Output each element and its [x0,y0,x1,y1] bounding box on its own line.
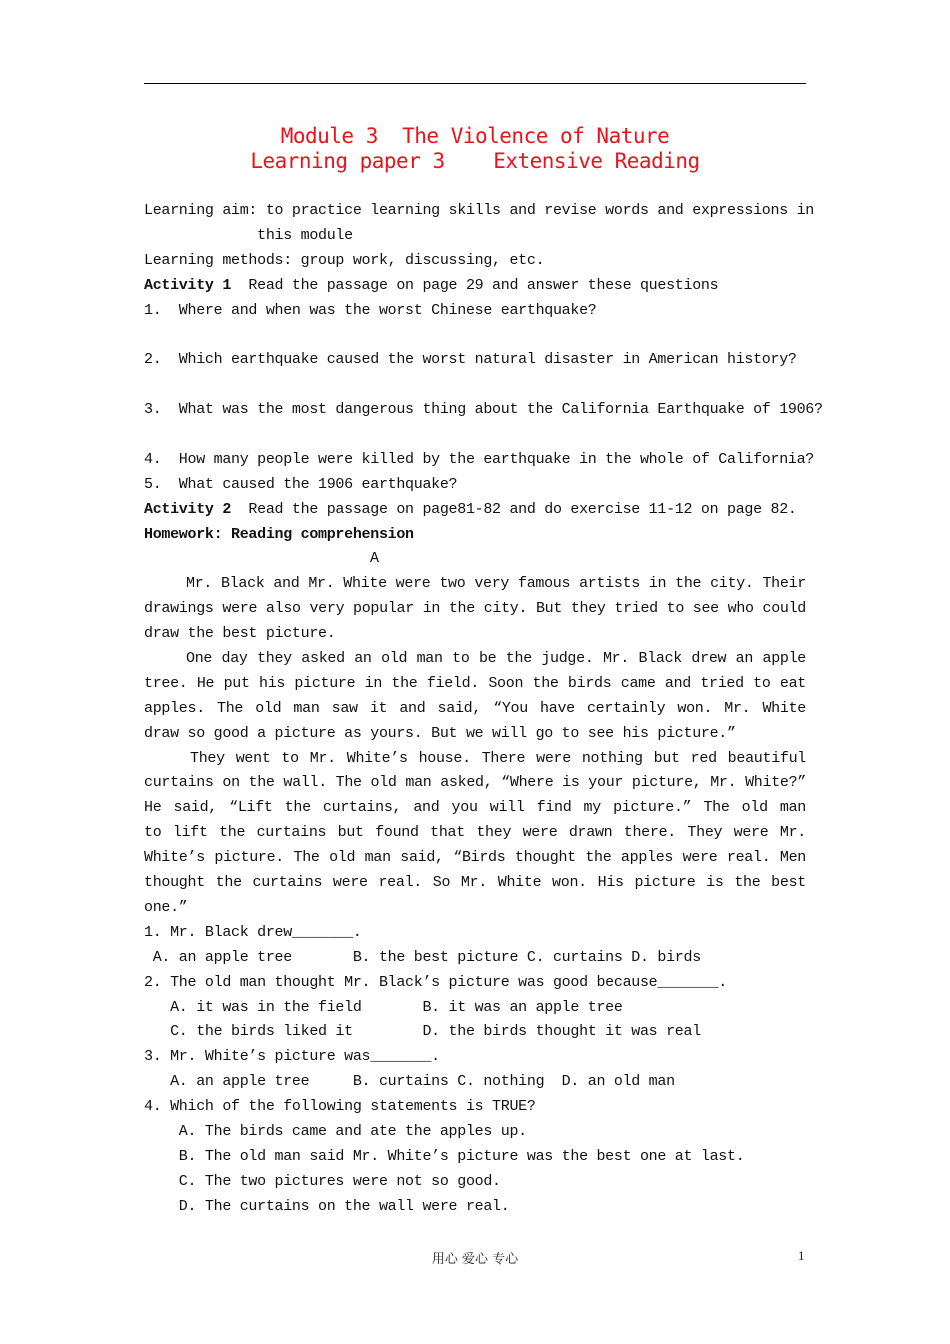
learning-methods: Learning methods: group work, discussing, etc. [144,251,545,269]
question-2: 2. Which earthquake caused the worst natural disaster in American history? [144,351,797,369]
paper-title: Learning paper 3 Extensive Reading [250,149,700,173]
learning-aim: Learning aim: to practice learning skills and revise words and expressions in [144,202,815,219]
passage-line: White’s picture. The old man said, “Birds thought the apples were real. Men [144,849,806,867]
module-title: Module 3 The Violence of Nature [280,124,670,148]
footer-motto: 用心 爱心 专心 [431,1252,519,1267]
page-number: 1 [798,1248,805,1263]
passage-line: curtains on the wall. The old man asked, “Where is your picture, Mr. White?” [144,774,806,792]
passage-line: to lift the curtains but found that they were drawn there. They were Mr. [144,824,806,842]
quiz-options: A. it was in the field B. it was an apple tree [144,998,623,1016]
section-letter: A [370,550,379,568]
question-4: 4. How many people were killed by the earthquake in the whole of California? [144,450,815,468]
homework-heading: Homework: Reading comprehension [144,525,414,543]
passage-line: drawings were also very popular in the city. But they tried to see who could [144,600,806,618]
activity-2-label: Activity 2 [144,500,232,518]
passage-line: tree. He put his picture in the field. Soon the birds came and tried to eat [144,674,806,692]
quiz-options: C. The two pictures were not so good. [144,1172,501,1190]
quiz-options: B. The old man said Mr. White’s picture was the best one at last. [144,1147,745,1165]
passage-line: draw the best picture. [144,625,336,643]
passage-line: One day they asked an old man to be the judge. Mr. Black drew an apple [186,650,806,668]
activity-1 [144,274,806,299]
quiz-question-1: 1. Mr. Black drew_______. [144,923,362,941]
question-1: 1. Where and when was the worst Chinese earthquake? [144,301,597,319]
quiz-options: A. an apple tree B. the best picture C. curtains D. birds [144,948,701,966]
quiz-options: C. the birds liked it D. the birds thought it was real [144,1023,701,1041]
activity-1-label: Activity 1 [144,276,232,294]
document-body [144,199,823,1220]
learning-aim-continued: this module [144,226,353,244]
quiz-options: A. an apple tree B. curtains C. nothing D. an old man [144,1073,675,1091]
passage-line: He said, “Lift the curtains, and you will find my picture.” The old man [144,799,806,817]
quiz-options: D. The curtains on the wall were real. [144,1197,510,1215]
passage-line: They went to Mr. White’s house. There were nothing but red beautiful [190,749,806,767]
header-rule [144,83,806,84]
quiz-question-4: 4. Which of the following statements is TRUE? [144,1098,536,1116]
passage-line: one.” [144,898,188,916]
quiz-question-2: 2. The old man thought Mr. Black’s picture was good because_______. [144,973,727,991]
activity-2-text: Read the passage on page81-82 and do exercise 11-12 on page 82. [231,500,797,518]
question-5: 5. What caused the 1906 earthquake? [144,475,458,493]
activity-2 [144,498,806,523]
passage-line: thought the curtains were real. So Mr. White won. His picture is the best [144,874,806,892]
passage-line: Mr. Black and Mr. White were two very famous artists in the city. Their [186,575,806,593]
activity-1-text: Read the passage on page 29 and answer these questions [231,276,719,294]
quiz-question-3: 3. Mr. White’s picture was_______. [144,1048,440,1066]
passage-line: apples. The old man saw it and said, “You have certainly won. Mr. White [144,699,806,717]
passage-line: draw so good a picture as yours. But we will go to see his picture.” [144,724,736,742]
quiz-options: A. The birds came and ate the apples up. [144,1122,527,1140]
question-3: 3. What was the most dangerous thing about the California Earthquake of 1906? [144,401,823,419]
